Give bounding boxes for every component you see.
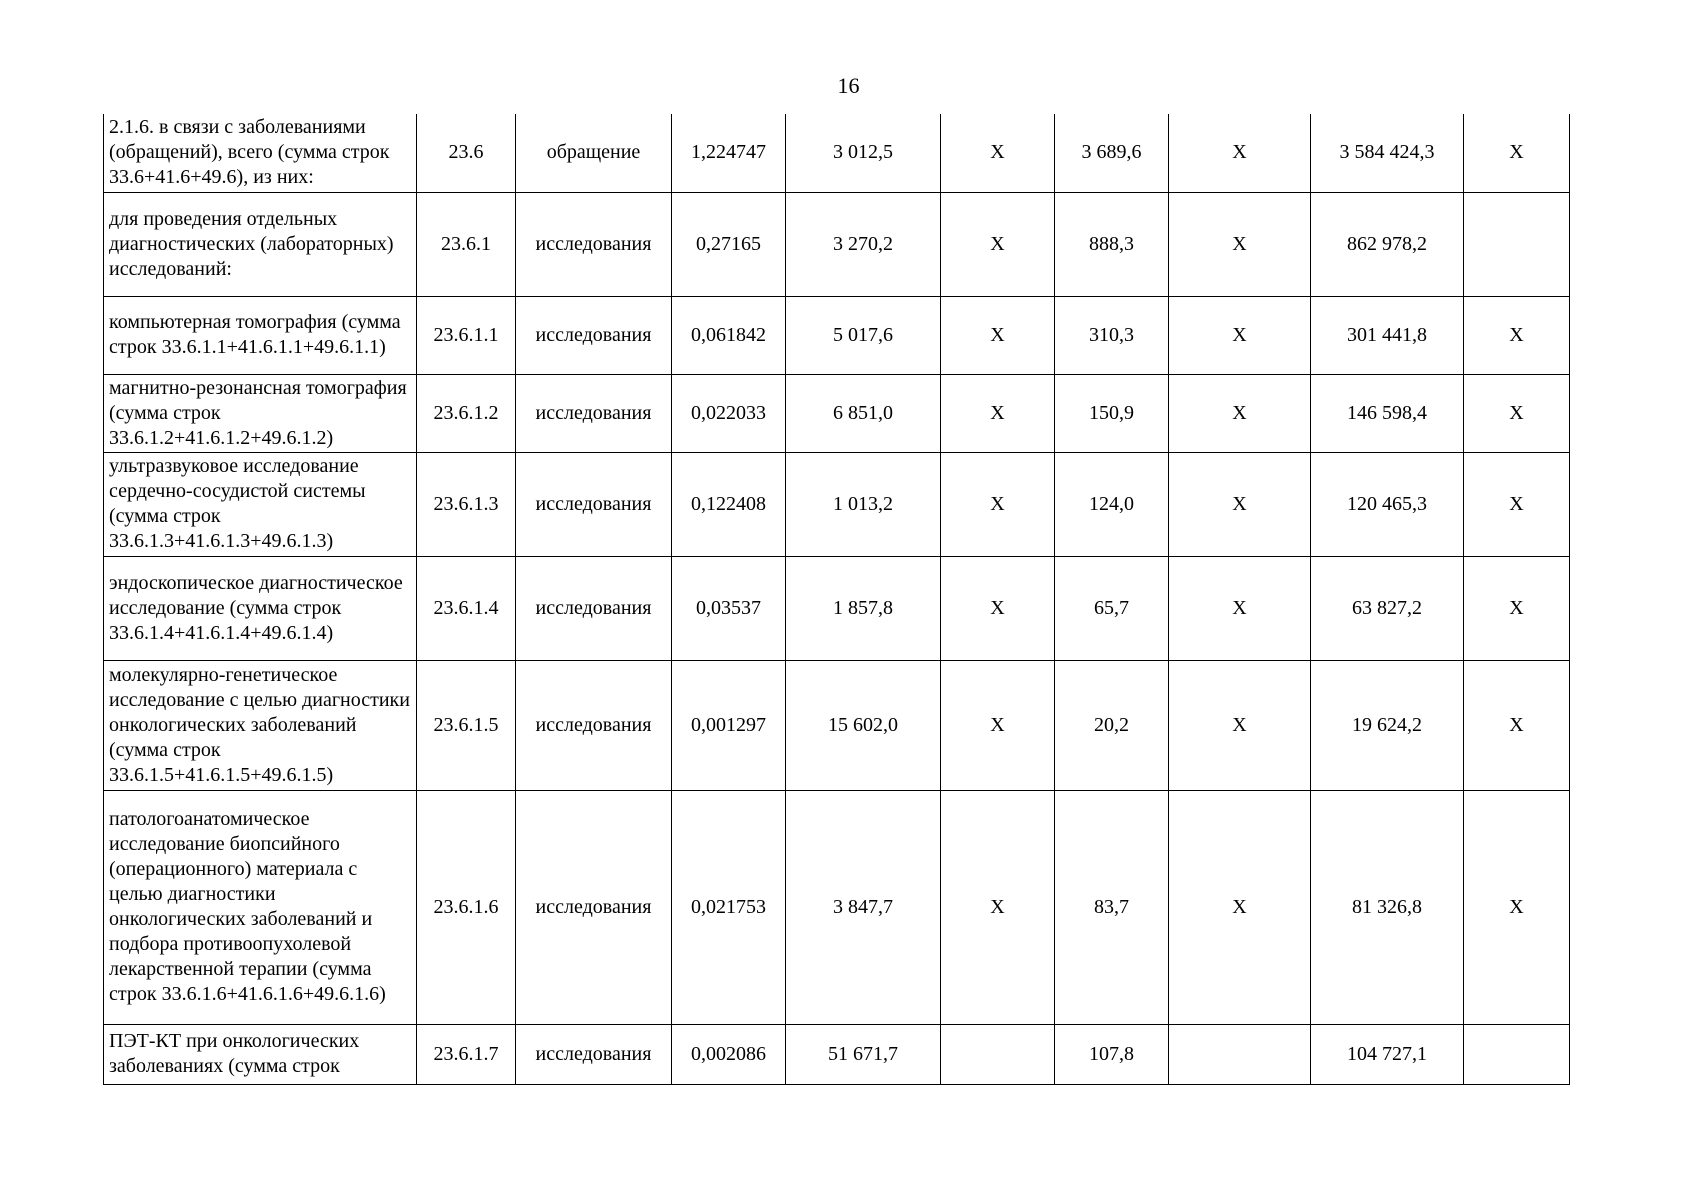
row-col8: Х [1169,192,1311,296]
row-unit: исследования [516,660,672,790]
row-unit: исследования [516,452,672,556]
row-volume: 0,022033 [672,374,786,452]
row-total: 3 584 424,3 [1311,114,1464,192]
row-col10 [1464,192,1570,296]
row-col6: Х [941,556,1055,660]
row-code: 23.6.1.4 [417,556,516,660]
table-row [104,556,1570,660]
row-cost: 1 857,8 [786,556,941,660]
row-per-capita: 3 689,6 [1055,114,1169,192]
row-col8: Х [1169,114,1311,192]
row-volume: 1,224747 [672,114,786,192]
row-per-capita: 150,9 [1055,374,1169,452]
row-total: 862 978,2 [1311,192,1464,296]
row-name: магнитно-резонансная томография (сумма строк 33.6.1.2+41.6.1.2+49.6.1.2) [104,374,417,452]
row-per-capita: 20,2 [1055,660,1169,790]
row-col6: Х [941,790,1055,1024]
row-total: 81 326,8 [1311,790,1464,1024]
row-col6: Х [941,296,1055,374]
row-col10: Х [1464,374,1570,452]
row-code: 23.6.1.5 [417,660,516,790]
row-name: компьютерная томография (сумма строк 33.6.1.1+41.6.1.1+49.6.1.1) [104,296,417,374]
row-unit: обращение [516,114,672,192]
row-total: 146 598,4 [1311,374,1464,452]
row-col10: Х [1464,660,1570,790]
row-total: 120 465,3 [1311,452,1464,556]
row-col10: Х [1464,452,1570,556]
row-total: 104 727,1 [1311,1024,1464,1084]
table-row [104,452,1570,556]
row-total: 19 624,2 [1311,660,1464,790]
row-per-capita: 83,7 [1055,790,1169,1024]
row-col6: Х [941,114,1055,192]
row-col8: Х [1169,452,1311,556]
row-volume: 0,021753 [672,790,786,1024]
row-name: молекулярно-генетическое исследование с целью диагностики онкологических заболеваний (сумма строк 33.6.1.5+41.6.1.5+49.6.1.5) [104,660,417,790]
row-per-capita: 65,7 [1055,556,1169,660]
row-cost: 5 017,6 [786,296,941,374]
row-code: 23.6.1 [417,192,516,296]
row-per-capita: 310,3 [1055,296,1169,374]
row-code: 23.6.1.6 [417,790,516,1024]
row-col8: Х [1169,660,1311,790]
row-unit: исследования [516,374,672,452]
row-volume: 0,03537 [672,556,786,660]
row-unit: исследования [516,192,672,296]
row-cost: 3 012,5 [786,114,941,192]
row-volume: 0,001297 [672,660,786,790]
row-col10: Х [1464,790,1570,1024]
row-volume: 0,002086 [672,1024,786,1084]
table-row [104,374,1570,452]
row-per-capita: 107,8 [1055,1024,1169,1084]
row-name: патологоанатомическое исследование биопсийного (операционного) материала с целью диагностики онкологических заболеваний и подбора противоопухолевой лекарственной терапии (сумма строк 33.6.1.6+41.6.1.6+49.6.1.6) [104,790,417,1024]
table-row [104,192,1570,296]
row-name: ПЭТ-КТ при онкологических заболеваниях (сумма строк [104,1024,417,1084]
row-col8 [1169,1024,1311,1084]
row-unit: исследования [516,556,672,660]
row-name: для проведения отдельных диагностических (лабораторных) исследований: [104,192,417,296]
row-cost: 1 013,2 [786,452,941,556]
row-col6: Х [941,452,1055,556]
row-unit: исследования [516,790,672,1024]
table-row [104,660,1570,790]
row-cost: 3 270,2 [786,192,941,296]
row-col8: Х [1169,374,1311,452]
row-col6: Х [941,660,1055,790]
row-col10: Х [1464,556,1570,660]
row-per-capita: 888,3 [1055,192,1169,296]
row-total: 63 827,2 [1311,556,1464,660]
row-code: 23.6 [417,114,516,192]
row-col8: Х [1169,556,1311,660]
table-row [104,296,1570,374]
page-number: 16 [837,73,860,98]
row-per-capita: 124,0 [1055,452,1169,556]
row-code: 23.6.1.2 [417,374,516,452]
row-col10: Х [1464,296,1570,374]
row-total: 301 441,8 [1311,296,1464,374]
row-name: 2.1.6. в связи с заболеваниями (обращений), всего (сумма строк 33.6+41.6+49.6), из них: [104,114,417,192]
table-row [104,790,1570,1024]
row-code: 23.6.1.1 [417,296,516,374]
row-col8: Х [1169,790,1311,1024]
row-volume: 0,122408 [672,452,786,556]
row-col6 [941,1024,1055,1084]
row-cost: 3 847,7 [786,790,941,1024]
row-col6: Х [941,374,1055,452]
row-volume: 0,27165 [672,192,786,296]
data-table [103,114,1570,1085]
row-name: ультразвуковое исследование сердечно-сосудистой системы (сумма строк 33.6.1.3+41.6.1.3+49.6.1.3) [104,452,417,556]
row-col8: Х [1169,296,1311,374]
row-cost: 6 851,0 [786,374,941,452]
row-name: эндоскопическое диагностическое исследование (сумма строк 33.6.1.4+41.6.1.4+49.6.1.4) [104,556,417,660]
table-row [104,114,1570,192]
row-unit: исследования [516,1024,672,1084]
row-volume: 0,061842 [672,296,786,374]
row-cost: 15 602,0 [786,660,941,790]
row-code: 23.6.1.3 [417,452,516,556]
row-cost: 51 671,7 [786,1024,941,1084]
row-unit: исследования [516,296,672,374]
table-row [104,1024,1570,1084]
row-col10 [1464,1024,1570,1084]
row-col6: Х [941,192,1055,296]
row-code: 23.6.1.7 [417,1024,516,1084]
row-col10: Х [1464,114,1570,192]
